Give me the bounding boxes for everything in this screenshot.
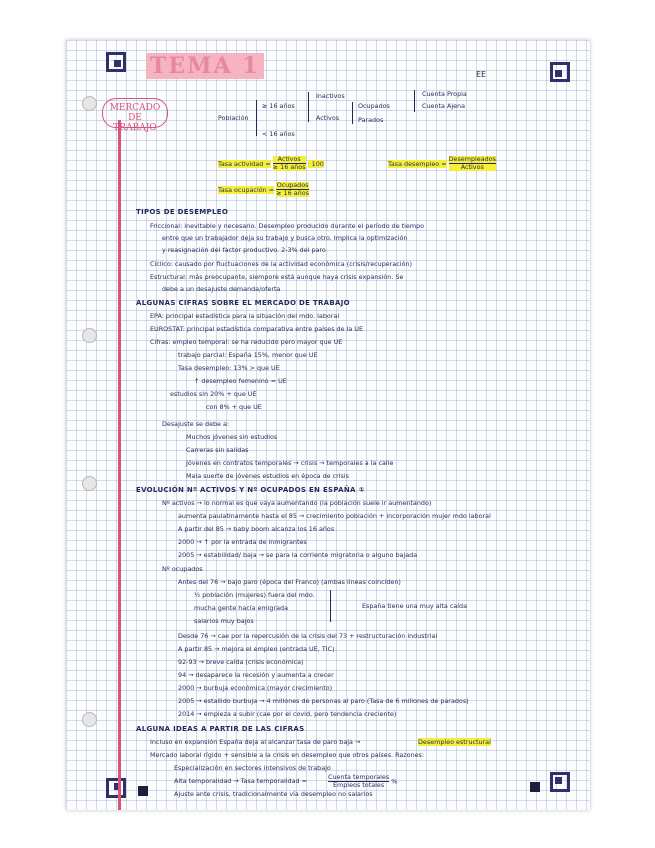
- diagram-activos: Activos: [316, 114, 340, 122]
- formula-desempleo: [388, 156, 496, 171]
- note-line: Friccional: inevitable y necesario. Desempleo producido durante el período de tiempo: [150, 222, 425, 230]
- formula-numerator: Desempleados: [448, 155, 496, 163]
- section-heading: EVOLUCIÓN Nº ACTIVOS Y Nº OCUPADOS EN ESPAÑA ①: [136, 486, 365, 494]
- note-line: mucha gente hacía emigrada: [194, 604, 289, 612]
- note-line: Especialización en sectores intensivos de trabajo: [174, 764, 331, 772]
- note-line: estudios sin 20% + que UE: [170, 390, 257, 398]
- binder-hole: [82, 328, 97, 343]
- margin-spine-line: [118, 120, 121, 810]
- corner-mark-icon: [550, 62, 570, 82]
- formula-denominator: ≥ 16 años: [276, 189, 309, 197]
- fraction-numerator: Cuenta temporales: [328, 773, 390, 781]
- formula-multiplier: · 100: [307, 159, 324, 168]
- note-line: Antes del 76 → bajo paro (época del Franco) (ambas líneas coinciden): [178, 578, 401, 586]
- diagram-lt16: < 16 años: [262, 130, 295, 138]
- note-line: ↑ desempleo femenino = UE: [194, 377, 287, 385]
- note-line: con 8% + que UE: [206, 403, 262, 411]
- temporal-fraction: [328, 774, 397, 789]
- notebook-page: [66, 40, 590, 810]
- formula-denominator: ≥ 16 años: [272, 163, 306, 171]
- formula-fraction: [273, 156, 306, 171]
- note-line: Cifras: empleo temporal: se ha reducido pero mayor que UE: [150, 338, 343, 346]
- formula-ocupacion: [218, 182, 309, 197]
- topic-bubble: [102, 98, 168, 133]
- note-line: A partir del 85 → baby boom alcanza los 16 años: [178, 525, 335, 533]
- formula-denominator: Activos: [460, 163, 484, 171]
- note-line: 92-93 → breve caída (crisis económica): [178, 658, 304, 666]
- formula-numerator: Ocupados: [276, 181, 309, 189]
- section-heading: ALGUNA IDEAS A PARTIR DE LAS CIFRAS: [136, 725, 305, 733]
- note-line: Muchos jóvenes sin estudios: [186, 433, 278, 441]
- section-heading: ALGUNAS CIFRAS SOBRE EL MERCADO DE TRABAJO: [136, 299, 350, 307]
- note-line: Mercado laboral rígido + sensible a la crisis en desempleo que otros países. Razones:: [150, 751, 425, 759]
- note-line: 2005 → estallido burbuja → 4 millones de personas al paro (Tasa de 6 millones de parados): [178, 697, 469, 705]
- note-line: Desajuste se debe a:: [162, 420, 230, 428]
- bubble-line: TRABAJO: [113, 123, 157, 133]
- square-mark-icon: [530, 782, 540, 792]
- note-line: EUROSTAT: principal estadística comparativa entre países de la UE: [150, 325, 364, 333]
- corner-mark-icon: [106, 52, 126, 72]
- note-line: entre que un trabajador deja su trabajo y busca otro. Implica la optimización: [162, 234, 408, 242]
- note-line: 2000 → ↑ por la entrada de inmigrantes: [178, 538, 307, 546]
- fraction-denominator: Empleos totales: [332, 781, 385, 789]
- bubble-line: MERCADO DE: [109, 103, 161, 123]
- note-line: 2014 → empieza a subir (cae por el covid, pero tendencia creciente): [178, 710, 397, 718]
- brace-line: [352, 102, 353, 124]
- diagram-poblacion: Población: [218, 114, 249, 122]
- note-line: salarios muy bajos: [194, 617, 254, 625]
- header-code: EE: [476, 70, 487, 79]
- formula-label: Tasa desempleo =: [388, 159, 447, 168]
- page-title: TEMA 1: [146, 53, 264, 79]
- diagram-cuenta-propia: Cuenta Propia: [422, 90, 467, 98]
- diagram-cuenta-ajena: Cuenta Ajena: [422, 102, 465, 110]
- brace-line: [308, 92, 309, 122]
- binder-hole: [82, 96, 97, 111]
- section-heading: TIPOS DE DESEMPLEO: [136, 208, 229, 216]
- note-line: Desde 76 → cae por la repercusión de la crisis del 73 + restructuración industrial: [178, 632, 438, 640]
- binder-hole: [82, 476, 97, 491]
- note-line: Alta temporalidad → Tasa temporalidad =: [174, 777, 307, 785]
- corner-mark-icon: [550, 772, 570, 792]
- formula-actividad: [218, 156, 324, 171]
- note-line: A partir 85 → mejora el empleo (entrada UE, TIC): [178, 645, 335, 653]
- note-line: Carreras sin salidas: [186, 446, 249, 454]
- brace-line: [330, 590, 331, 622]
- note-line: Estructural: más preocupante, siempore está aunque haya crisis expansión. Se: [150, 273, 404, 281]
- diagram-ge16: ≥ 16 años: [262, 102, 295, 110]
- estructural-highlight: Desempleo estructural: [418, 738, 491, 746]
- brace-line: [414, 90, 415, 112]
- fraction-multiplier: %: [391, 777, 398, 786]
- note-line: Nº ocupados: [162, 565, 203, 573]
- note-line: ½ población (mujeres) fuera del mdo.: [194, 591, 315, 599]
- note-line: 2000 → burbuja económica (mayor crecimiento): [178, 684, 333, 692]
- binder-hole: [82, 712, 97, 727]
- note-line: Ajuste ante crisis, tradicionalmente vía desempleo no salarios: [174, 790, 373, 798]
- note-line: trabajo parcial: España 15%, menor que UE: [178, 351, 318, 359]
- note-line: 2005 → estabilidad/ baja → se para la corriente migratoria o alguno bajada: [178, 551, 418, 559]
- square-mark-icon: [138, 786, 148, 796]
- note-line: Jóvenes en contratos temporales → crisis → temporales a la calle: [186, 459, 394, 467]
- diagram-parados: Parados: [358, 116, 384, 124]
- note-line: Cíclico: causado por fluctuaciones de la actividad económica (crisis/recuperación): [150, 260, 412, 268]
- note-line: Nº activos → lo normal es que vaya aumentando (la población suele ir aumentando): [162, 499, 432, 507]
- formula-label: Tasa ocupación =: [218, 185, 275, 194]
- formula-fraction: [276, 182, 309, 197]
- note-line: Mala suerte de jóvenes estudios en época de crisis: [186, 472, 349, 480]
- corner-mark-icon: [106, 778, 126, 798]
- side-note: España tiene una muy alta caída: [362, 602, 468, 610]
- note-line: Tasa desempleo: 13% > que UE: [178, 364, 280, 372]
- brace-line: [256, 100, 257, 136]
- note-line: debe a un desajuste demanda/oferta: [162, 285, 281, 293]
- diagram-ocupados: Ocupados: [358, 102, 390, 110]
- note-line: aumenta paulatinamente hasta el 85 → crecimiento población + incorporación mujer mdo laboral: [178, 512, 491, 520]
- formula-label: Tasa actividad =: [218, 159, 271, 168]
- note-line: 94 → desaparece la recesión y aumenta a crecer: [178, 671, 334, 679]
- note-line: Incluso en expansión España deja al alcanzar tasa de paro baja →: [150, 738, 361, 746]
- formula-fraction: [449, 156, 496, 171]
- formula-numerator: Activos: [273, 156, 306, 164]
- note-line: EPA: principal estadística para la situación del mdo. laboral: [150, 312, 340, 320]
- note-line: y reasignación del factor productivo. 2-3% del paro: [162, 246, 326, 254]
- diagram-inactivos: Inactivos: [316, 92, 345, 100]
